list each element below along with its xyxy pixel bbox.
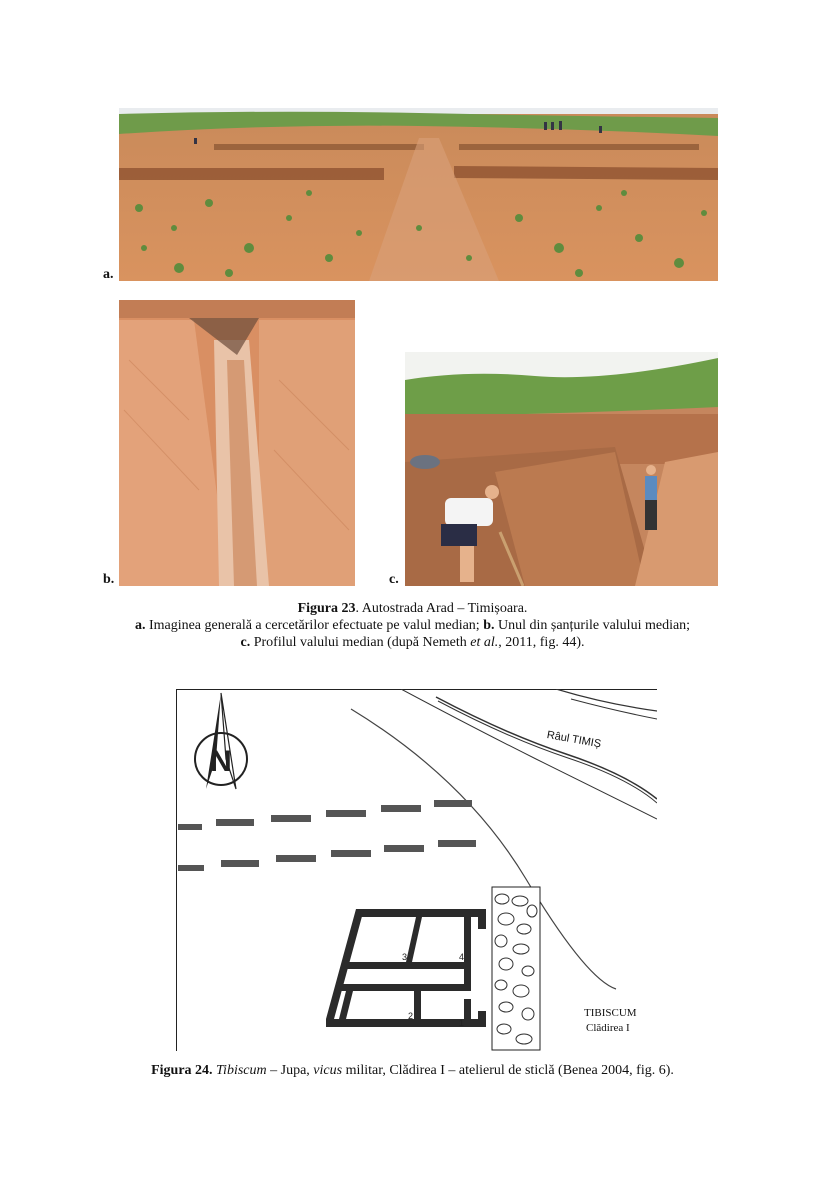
caption-marker-b: b.: [483, 618, 495, 633]
panel-label-c: c.: [389, 572, 399, 587]
river-label: Râul TIMIȘ: [545, 729, 602, 751]
building-plan: [326, 909, 486, 1027]
site-label: TIBISCUM: [584, 1007, 637, 1019]
caption-marker-a: a.: [134, 618, 146, 633]
figure23-title-rest: . Autostrada Arad – Timișoara.: [355, 601, 528, 616]
stone-wall: [492, 887, 540, 1050]
caption-text-b: Unul din șanțurile valului median;: [494, 618, 691, 633]
caption-text-c2: , 2011, fig. 44).: [498, 635, 585, 650]
photo-a-excavation-overview: [119, 108, 718, 281]
river-timis: [401, 689, 657, 819]
caption-text-2: militar, Clădirea I – atelierul de sticlă (Benea 2004, fig. 6).: [342, 1063, 674, 1078]
ditch-segments-row-2: [178, 840, 476, 871]
north-letter: N: [210, 745, 232, 778]
caption-text-1: – Jupa,: [266, 1063, 314, 1078]
caption-text-c1: Profilul valului median (după Nemeth: [250, 635, 471, 650]
figure23-caption: [0, 600, 825, 651]
room-number-2: 2: [408, 1011, 414, 1021]
caption-line-1: [0, 600, 825, 617]
figure24-title: Figura 24.: [151, 1063, 213, 1078]
caption-marker-c: c.: [240, 635, 251, 650]
north-arrow-icon: [195, 693, 247, 789]
photo-b-ditch: [119, 300, 355, 586]
caption-line-3: [0, 634, 825, 651]
panel-label-b: b.: [103, 572, 115, 587]
building-label: Clădirea I: [586, 1022, 630, 1034]
caption-etal: et al.: [470, 635, 499, 650]
panel-label-a: a.: [103, 267, 114, 282]
ditch-segments-row-1: [178, 800, 472, 830]
room-number-3: 3: [402, 952, 408, 962]
caption-italic-tibiscum: Tibiscum: [216, 1063, 267, 1078]
caption-italic-vicus: vicus: [313, 1063, 343, 1078]
tibiscum-site-map: [176, 689, 657, 1051]
photo-c-profile-workers: [405, 352, 718, 586]
figure24-caption: [0, 1062, 825, 1079]
caption-text-a: Imaginea generală a cercetărilor efectuate pe valul median;: [145, 618, 484, 633]
caption-line-2: [0, 617, 825, 634]
room-number-4: 4: [459, 952, 465, 962]
figure23-title: Figura 23: [297, 601, 356, 616]
room-number-1: 1: [459, 1018, 465, 1028]
